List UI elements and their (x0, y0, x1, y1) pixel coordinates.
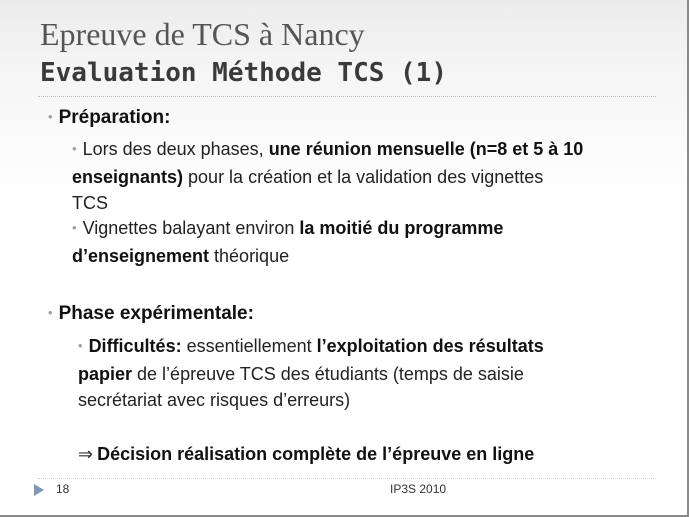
triangle-right-icon (34, 484, 44, 496)
bullet-icon: • (72, 220, 77, 235)
slide-subtitle: Evaluation Méthode TCS (1) (40, 58, 447, 88)
item-line: papier de l’épreuve TCS des étudiants (temps de saisie (78, 364, 524, 384)
item-line: secrétariat avec risques d’erreurs) (78, 390, 351, 410)
section-heading-preparation: • Préparation: (48, 107, 171, 128)
item-line: TCS (72, 193, 108, 213)
slide-title: Epreuve de TCS à Nancy (40, 16, 365, 52)
footer-label: IP3S 2010 (390, 482, 447, 496)
item-line: • Difficultés: essentiellement l’exploitation des résultats (78, 336, 544, 356)
bullet-icon: • (78, 338, 83, 353)
list-item (72, 136, 672, 216)
item-line: d’enseignement théorique (72, 246, 290, 266)
list-item (78, 333, 678, 413)
section-heading-phase-experimentale: • Phase expérimentale: (48, 303, 254, 324)
item-line: • Vignettes balayant environ la moitié du programme (72, 218, 504, 238)
bullet-icon: • (72, 141, 77, 156)
conclusion: ⇒ Décision réalisation complète de l’épreuve en ligne (78, 444, 535, 464)
bullet-icon: • (48, 305, 53, 320)
footer-divider (38, 478, 656, 479)
bullet-icon: • (48, 109, 53, 124)
item-line: enseignants) pour la création et la validation des vignettes (72, 167, 544, 187)
implies-arrow-icon: ⇒ (78, 444, 94, 464)
slide-number: 18 (56, 482, 70, 496)
list-item (72, 215, 672, 269)
item-line: • Lors des deux phases, une réunion mensuelle (n=8 et 5 à 10 (72, 139, 584, 159)
